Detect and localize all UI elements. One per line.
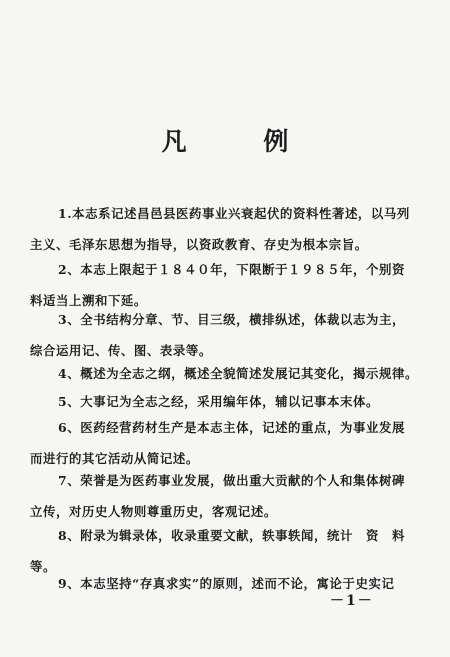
item-4-line-1: 4、概述为全志之纲，概述全貌简述发展记其变化，揭示规律。	[58, 366, 418, 381]
item-1-line-1: 1.本志系记述昌邑县医药事业兴衰起伏的资料性著述，以马列	[58, 206, 410, 221]
item-3	[30, 304, 408, 366]
page-number: －1－	[330, 593, 374, 609]
item-5-line-1: 5、大事记为全志之经，采用编年体，辅以记事本末体。	[58, 394, 379, 409]
item-2-line-2: 料适当上溯和下延。	[30, 293, 147, 308]
item-8-line-2: 等。	[30, 559, 56, 574]
page-title: 凡 例	[161, 127, 323, 156]
item-7-line-1: 7、荣誉是为医药事业发展，做出重大贡献的个人和集体树碑	[58, 473, 405, 488]
item-3-line-1: 3、全书结构分章、节、目三级，横排纵述，体裁以志为主，	[58, 312, 405, 327]
item-2-line-1: 2、本志上限起于１８４０年，下限断于１９８５年，个别资	[58, 262, 405, 277]
item-4	[58, 358, 418, 389]
item-3-line-2: 综合运用记、传、图、表录等。	[30, 343, 212, 358]
item-9-line-1: 9、本志坚持“存真求实”的原则，述而不论，寓论于史实记	[58, 576, 395, 591]
item-6-line-1: 6、医药经营药材生产是本志主体，记述的重点，为事业发展	[58, 420, 405, 435]
item-7-line-2: 立传，对历史人物则尊重历史，客观记述。	[30, 504, 277, 519]
item-6-line-2: 而进行的其它活动从简记述。	[30, 451, 199, 466]
item-1-line-2: 主义、毛泽东思想为指导，以资政教育、存史为根本宗旨。	[30, 237, 368, 252]
item-1	[30, 198, 410, 260]
item-7	[30, 465, 408, 527]
item-8-line-1: 8、附录为辑录体，收录重要文献，轶事轶闻，统计 资 料	[58, 528, 405, 543]
